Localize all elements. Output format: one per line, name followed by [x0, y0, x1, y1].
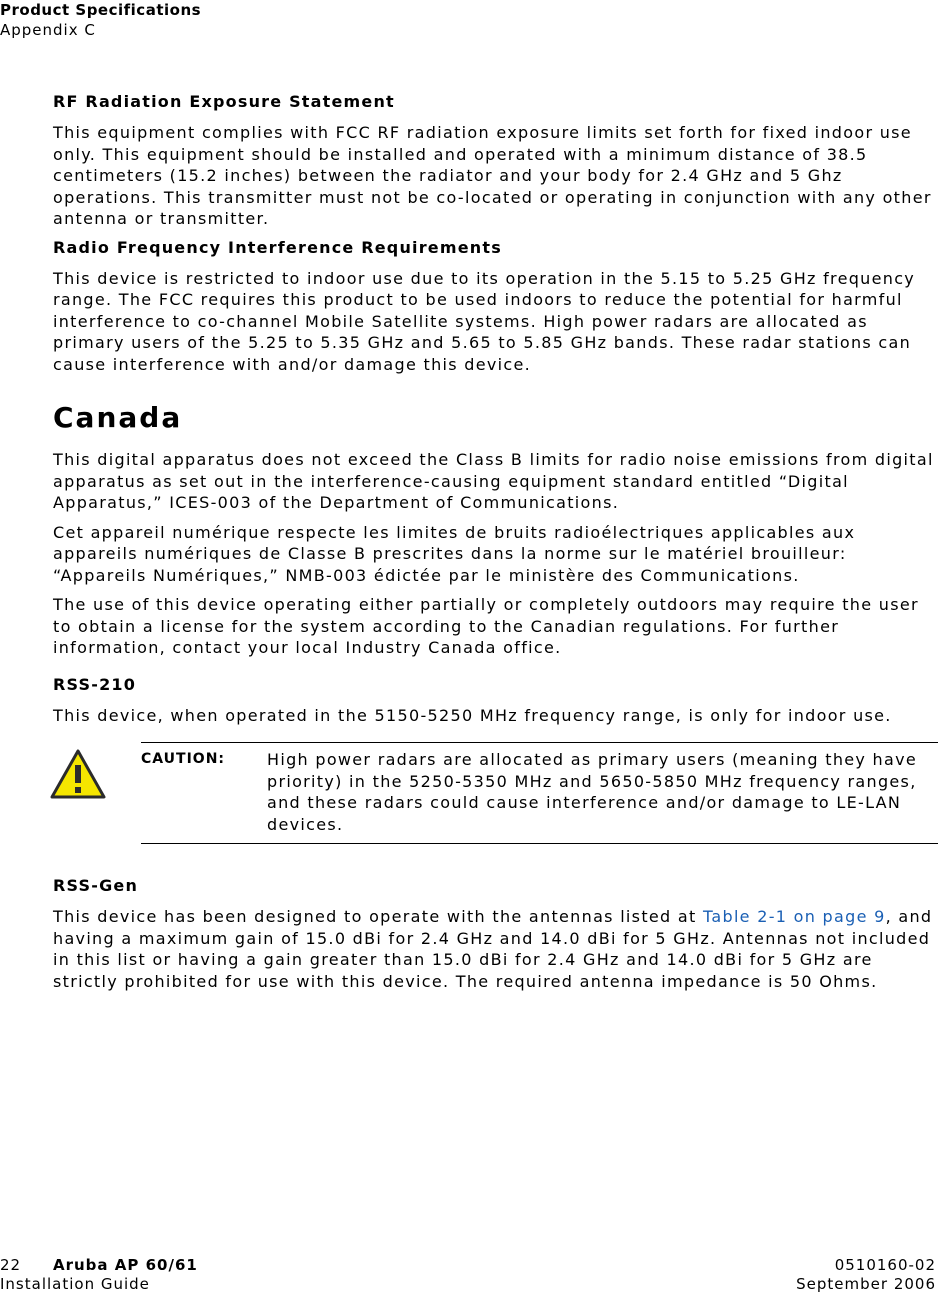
caution-note: [53, 742, 935, 872]
header-title: Product Specifications: [0, 1, 202, 19]
canada-paragraph-3: The use of this device operating either partially or completely outdoors may require the user to obtain a license for the system according to the Canadian regulations. For further information, contact your local Industry Canada office.: [53, 595, 919, 657]
rf-heading: RF Radiation Exposure Statement: [53, 92, 395, 111]
page-header: [0, 0, 201, 40]
header-subtitle: Appendix C: [0, 21, 96, 39]
doc-number: 0510160-02: [834, 1256, 936, 1274]
rfi-heading: Radio Frequency Interference Requirements: [53, 237, 502, 257]
table-link[interactable]: Table 2-1 on page 9: [702, 907, 886, 926]
caution-text: High power radars are allocated as primary users (meaning they have priority) in the 5250-5350 MHz and 5650-5850 MHz frequency ranges, and these radars could cause interference and/or damage to LE-LAN devices.: [267, 750, 918, 834]
page-number: 22: [0, 1256, 22, 1274]
rss210-body: This device, when operated in the 5150-5250 MHz frequency range, is only for indoor use.: [53, 705, 892, 725]
rssgen-heading: RSS-Gen: [53, 876, 139, 895]
canada-paragraph-2: Cet appareil numérique respecte les limites de bruits radioélectriques applicables aux appareils numériques de Classe B prescrites dans la norme sur le matériel brouilleur: “Appareils Numériques,” NMB-003 édictée par le ministère des Communications.: [53, 522, 856, 585]
warning-triangle-icon: [49, 748, 107, 800]
rssgen-body-end: , and having a maximum gain of 15.0 dBi for 2.4 GHz and 14.0 dBi for 5 GHz. Antennas not included in this list or having a gain greater than 15.0 dBi for 2.4 GHz and 14.0 dBi for 5 GHz are strictly prohibited for use with this device. The required antenna impedance is 50 Ohms.: [53, 907, 933, 991]
caution-box: [141, 742, 938, 844]
canada-paragraph-1: This digital apparatus does not exceed the Class B limits for radio noise emissions from digital apparatus as set out in the interference-causing equipment standard entitled “Digital Apparatus,” ICES-003 of the Department of Communications.: [53, 450, 934, 512]
caution-label: CAUTION:: [141, 751, 226, 767]
product-name: Aruba AP 60/61: [53, 1256, 198, 1274]
doc-date: September 2006: [796, 1275, 936, 1293]
guide-name: Installation Guide: [0, 1275, 150, 1293]
rf-body: This equipment complies with FCC RF radiation exposure limits set forth for fixed indoor use only. This equipment should be installed and operated with a minimum distance of 38.5 centimeters (15.2 inches) between the radiator and your body for 2.4 GHz and 5 Ghz operations. This transmitter must not be co-located or operating in conjunction with any other antenna or transmitter.: [53, 123, 932, 228]
rfi-body: This device is restricted to indoor use due to its operation in the 5.15 to 5.25 GHz frequency range. The FCC requires this product to be used indoors to reduce the potential for harmful interference to co-channel Mobile Satellite systems. High power radars are allocated as primary users of the 5.25 to 5.35 GHz and 5.65 to 5.85 GHz bands. These radar stations can cause interference with and/or damage this device.: [53, 268, 916, 374]
rss210-heading: RSS-210: [53, 674, 137, 694]
rssgen-body: [53, 906, 935, 992]
rssgen-body-start: This device has been designed to operate with the antennas listed at: [53, 907, 703, 926]
footer-right: [796, 1256, 936, 1294]
page-content: [53, 92, 935, 1000]
canada-heading: Canada: [53, 401, 183, 434]
